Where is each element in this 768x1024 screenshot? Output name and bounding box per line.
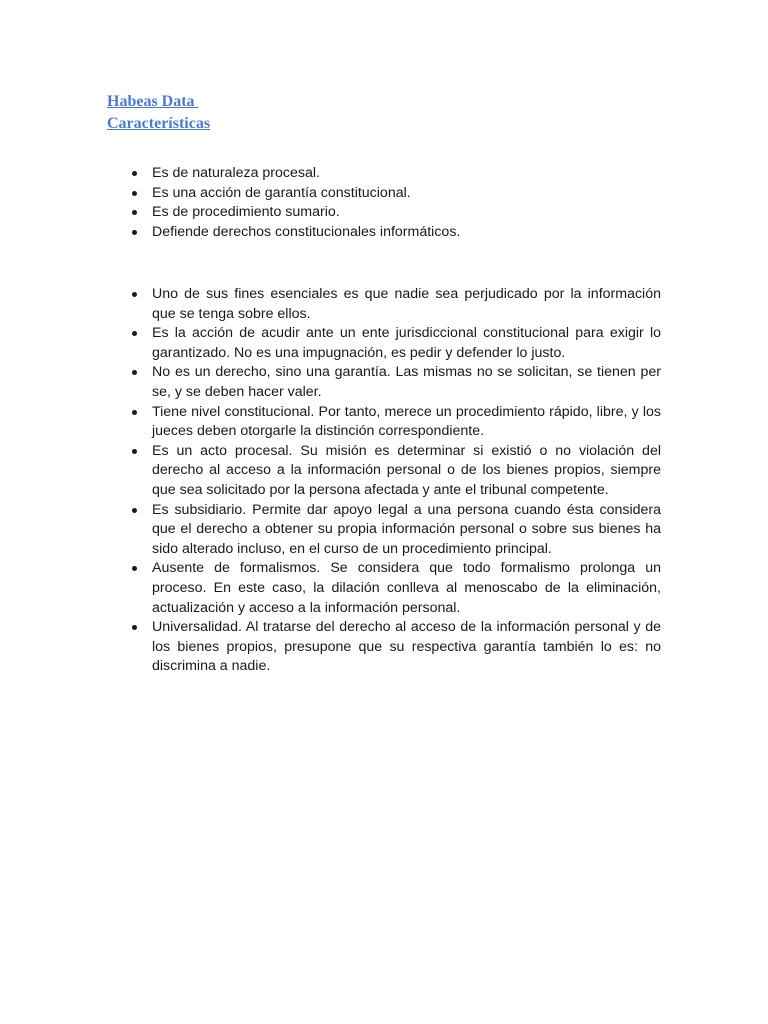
list-item: Es de procedimiento sumario. [152,203,661,223]
list-item: Universalidad. Al tratarse del derecho al acceso de la información personal y de los bienes propios, presupone que su respectiva garantía también lo es: no discrimina a nadie. [152,618,661,677]
list-item: Es una acción de garantía constitucional. [152,184,661,204]
list-item: Es un acto procesal. Su misión es determinar si existió o no violación del derecho al acceso a la información personal o de los bienes propios, siempre que sea solicitado por la persona afectada y ante el tribunal competente. [152,442,661,501]
summary-bullet-list [152,164,661,242]
list-item: Es subsidiario. Permite dar apoyo legal a una persona cuando ésta considera que el derecho a obtener su propia información personal o sobre sus bienes ha sido alterado incluso, en el curso de un procedimiento principal. [152,501,661,560]
list-item: Es la acción de acudir ante un ente jurisdiccional constitucional para exigir lo garantizado. No es una impugnación, es pedir y defender lo justo. [152,324,661,363]
list-item: Ausente de formalismos. Se considera que todo formalismo prolonga un proceso. En este caso, la dilación conlleva al menoscabo de la eliminación, actualización y acceso a la información personal. [152,559,661,618]
details-bullet-list [152,285,661,677]
list-item: Defiende derechos constitucionales informáticos. [152,223,661,243]
list-item: No es un derecho, sino una garantía. Las mismas no se solicitan, se tienen per se, y se deben hacer valer. [152,363,661,402]
document-subtitle: Características [107,115,211,132]
list-item: Tiene nivel constitucional. Por tanto, merece un procedimiento rápido, libre, y los jueces deben otorgarle la distinción correspondiente. [152,403,661,442]
list-item: Es de naturaleza procesal. [152,164,661,184]
list-item: Uno de sus fines esenciales es que nadie sea perjudicado por la información que se tenga sobre ellos. [152,285,661,324]
document-title: Habeas Data [107,93,199,110]
